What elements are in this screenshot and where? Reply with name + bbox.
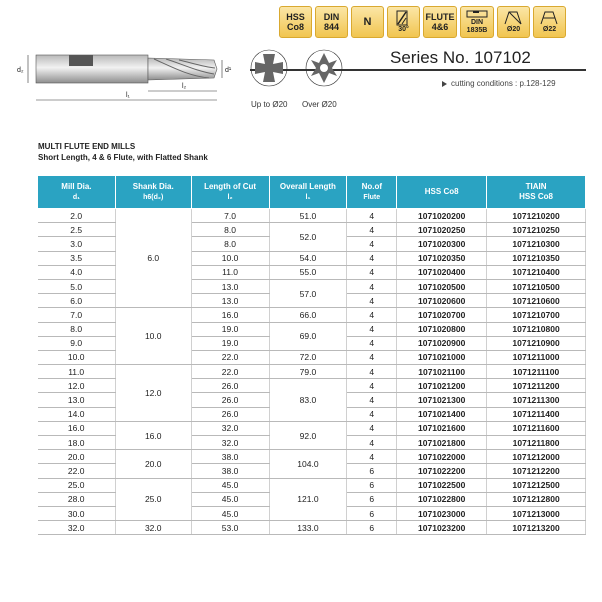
flute-count-cell: 4 xyxy=(347,421,397,435)
shank-dia-cell: 12.0 xyxy=(115,365,191,422)
header-label: Overall Length xyxy=(279,181,336,191)
tiain-code-cell: 1071211300 xyxy=(487,393,586,407)
length-of-cut-cell: 7.0 xyxy=(191,209,269,223)
length-of-cut-cell: 45.0 xyxy=(191,506,269,520)
hss-co8-code-cell: 1071021100 xyxy=(397,365,487,379)
d2-label: d₂ xyxy=(17,67,24,74)
shank-dia-cell: 6.0 xyxy=(115,209,191,308)
mill-dia-cell: 7.0 xyxy=(38,308,116,322)
flute-count-cell: 4 xyxy=(347,407,397,421)
tiain-code-cell: 1071211400 xyxy=(487,407,586,421)
flute-count-cell: 6 xyxy=(347,506,397,520)
hss-co8-code-cell: 1071020400 xyxy=(397,265,487,279)
spec-badges xyxy=(279,6,566,38)
flute-count-cell: 4 xyxy=(347,365,397,379)
end-cut-icon xyxy=(539,10,561,26)
shank-dia-cell: 25.0 xyxy=(115,478,191,521)
overall-length-cell: 92.0 xyxy=(269,421,347,449)
overall-length-cell: 54.0 xyxy=(269,251,347,265)
shank-dia-cell: 20.0 xyxy=(115,450,191,478)
flute-count-cell: 6 xyxy=(347,478,397,492)
header-sub: l₁ xyxy=(305,193,311,201)
table-row xyxy=(38,478,586,492)
table-row xyxy=(38,308,586,322)
product-table xyxy=(37,175,586,535)
hss-co8-code-cell: 1071021200 xyxy=(397,379,487,393)
length-of-cut-cell: 26.0 xyxy=(191,407,269,421)
hss-co8-code-cell: 1071021300 xyxy=(397,393,487,407)
overall-length-cell: 104.0 xyxy=(269,450,347,478)
overall-length-cell: 52.0 xyxy=(269,223,347,251)
mill-dia-cell: 9.0 xyxy=(38,336,116,350)
product-title xyxy=(38,141,208,163)
col-no-of-flute xyxy=(347,176,397,209)
end-mill-drawing xyxy=(14,38,364,108)
flute-count-cell: 4 xyxy=(347,350,397,364)
col-length-of-cut xyxy=(191,176,269,209)
length-of-cut-cell: 19.0 xyxy=(191,336,269,350)
header-sub: l₂ xyxy=(227,193,233,201)
length-of-cut-cell: 8.0 xyxy=(191,237,269,251)
din-1835b-badge xyxy=(460,6,494,38)
tiain-code-cell: 1071211800 xyxy=(487,436,586,450)
length-of-cut-cell: 26.0 xyxy=(191,379,269,393)
hss-co8-code-cell: 1071023200 xyxy=(397,521,487,535)
length-of-cut-cell: 16.0 xyxy=(191,308,269,322)
col-tiain xyxy=(487,176,586,209)
type-n-badge xyxy=(351,6,384,38)
overall-length-cell: 79.0 xyxy=(269,365,347,379)
flute-count-cell: 4 xyxy=(347,279,397,293)
badge-text: N xyxy=(363,16,372,28)
overall-length-cell: 69.0 xyxy=(269,322,347,350)
tiain-code-cell: 1071211000 xyxy=(487,350,586,364)
length-of-cut-cell: 11.0 xyxy=(191,265,269,279)
hss-co8-code-cell: 1071020900 xyxy=(397,336,487,350)
tiain-code-cell: 1071212800 xyxy=(487,492,586,506)
length-of-cut-cell: 45.0 xyxy=(191,478,269,492)
shank-dia-cell: 32.0 xyxy=(115,521,191,535)
flute-count-cell: 4 xyxy=(347,379,397,393)
arrow-icon xyxy=(442,81,447,87)
tiain-code-cell: 1071211100 xyxy=(487,365,586,379)
cross-section-6-flute xyxy=(306,50,342,86)
overall-length-cell: 57.0 xyxy=(269,279,347,307)
length-of-cut-cell: 53.0 xyxy=(191,521,269,535)
hss-co8-code-cell: 1071021400 xyxy=(397,407,487,421)
header-sub: Flute xyxy=(363,193,381,201)
mill-dia-cell: 13.0 xyxy=(38,393,116,407)
flute-count-cell: 4 xyxy=(347,294,397,308)
title-line-1: MULTI FLUTE END MILLS xyxy=(38,142,136,151)
length-of-cut-cell: 45.0 xyxy=(191,492,269,506)
mill-dia-cell: 11.0 xyxy=(38,365,116,379)
hss-co8-code-cell: 1071020250 xyxy=(397,223,487,237)
mill-dia-cell: 3.0 xyxy=(38,237,116,251)
tiain-code-cell: 1071213000 xyxy=(487,506,586,520)
hss-co8-code-cell: 1071021000 xyxy=(397,350,487,364)
hss-co8-code-cell: 1071020350 xyxy=(397,251,487,265)
header-sub: d₁ xyxy=(72,193,80,201)
header-label: Length of Cut xyxy=(204,181,257,191)
series-number: Series No. 107102 xyxy=(390,48,531,67)
badge-text: HSS xyxy=(286,12,305,22)
table-row xyxy=(38,450,586,464)
flute-count-cell: 4 xyxy=(347,223,397,237)
tiain-code-cell: 1071212200 xyxy=(487,464,586,478)
header-label: Mill Dia. xyxy=(61,181,92,191)
mill-dia-cell: 32.0 xyxy=(38,521,116,535)
hss-co8-code-cell: 1071021800 xyxy=(397,436,487,450)
flute-count-cell: 4 xyxy=(347,237,397,251)
tiain-code-cell: 1071210600 xyxy=(487,294,586,308)
hss-co8-code-cell: 1071022200 xyxy=(397,464,487,478)
table-header-row xyxy=(38,176,586,209)
flute-count-cell: 4 xyxy=(347,209,397,223)
mill-dia-cell: 3.5 xyxy=(38,251,116,265)
up-to-caption: Up to Ø20 xyxy=(251,100,288,109)
tiain-code-cell: 1071210700 xyxy=(487,308,586,322)
tiain-code-cell: 1071211600 xyxy=(487,421,586,435)
hss-co8-code-cell: 1071022500 xyxy=(397,478,487,492)
length-of-cut-cell: 10.0 xyxy=(191,251,269,265)
hss-co8-code-cell: 1071020200 xyxy=(397,209,487,223)
flute-count-cell: 6 xyxy=(347,521,397,535)
flute-count-cell: 4 xyxy=(347,336,397,350)
l1-label: l₁ xyxy=(126,92,130,99)
mill-dia-cell: 25.0 xyxy=(38,478,116,492)
title-line-2: Short Length, 4 & 6 Flute, with Flatted Shank xyxy=(38,153,208,162)
header-sub: h6(d₂) xyxy=(143,193,164,201)
tiain-code-cell: 1071210250 xyxy=(487,223,586,237)
badge-text: 844 xyxy=(323,22,340,32)
tiain-code-cell: 1071210350 xyxy=(487,251,586,265)
flute-count-cell: 4 xyxy=(347,450,397,464)
tiain-code-cell: 1071210900 xyxy=(487,336,586,350)
badge-text: DIN xyxy=(323,12,340,22)
hss-co8-code-cell: 1071020600 xyxy=(397,294,487,308)
din-844-badge xyxy=(315,6,348,38)
badge-text: DIN xyxy=(470,19,484,26)
shank-icon xyxy=(465,9,489,19)
badge-text: 4&6 xyxy=(431,22,449,32)
flute-count-cell: 4 xyxy=(347,436,397,450)
length-of-cut-cell: 38.0 xyxy=(191,464,269,478)
tiain-code-cell: 1071211200 xyxy=(487,379,586,393)
length-of-cut-cell: 13.0 xyxy=(191,279,269,293)
mill-dia-cell: 8.0 xyxy=(38,322,116,336)
helix-icon xyxy=(393,10,415,26)
badge-text: 30° xyxy=(398,26,409,33)
header-label: Shank Dia. xyxy=(132,181,174,191)
badge-text: FLUTE xyxy=(425,12,455,22)
length-of-cut-cell: 22.0 xyxy=(191,365,269,379)
tiain-code-cell: 1071212500 xyxy=(487,478,586,492)
shank-dia-cell: 16.0 xyxy=(115,421,191,449)
helix-angle-badge xyxy=(387,6,420,38)
tiain-code-cell: 1071210500 xyxy=(487,279,586,293)
table-row xyxy=(38,521,586,535)
table-row xyxy=(38,209,586,223)
length-of-cut-cell: 32.0 xyxy=(191,421,269,435)
hss-co8-code-cell: 1071022000 xyxy=(397,450,487,464)
flute-count-cell: 4 xyxy=(347,251,397,265)
mill-dia-cell: 28.0 xyxy=(38,492,116,506)
flute-count-cell: 4 xyxy=(347,265,397,279)
hss-co8-code-cell: 1071020700 xyxy=(397,308,487,322)
over-22-badge xyxy=(533,6,566,38)
shank-dia-cell: 10.0 xyxy=(115,308,191,365)
tiain-code-cell: 1071210400 xyxy=(487,265,586,279)
d1-label: d¹ xyxy=(225,67,232,74)
flute-count-cell: 4 xyxy=(347,393,397,407)
overall-length-cell: 121.0 xyxy=(269,478,347,521)
overall-length-cell: 72.0 xyxy=(269,350,347,364)
tiain-code-cell: 1071210200 xyxy=(487,209,586,223)
mill-dia-cell: 6.0 xyxy=(38,294,116,308)
hss-co8-code-cell: 1071020500 xyxy=(397,279,487,293)
hss-co8-code-cell: 1071020800 xyxy=(397,322,487,336)
length-of-cut-cell: 26.0 xyxy=(191,393,269,407)
cutting-conditions-link[interactable] xyxy=(442,79,556,88)
mill-dia-cell: 5.0 xyxy=(38,279,116,293)
overall-length-cell: 55.0 xyxy=(269,265,347,279)
end-cut-icon xyxy=(503,10,525,26)
mill-dia-cell: 10.0 xyxy=(38,350,116,364)
mill-dia-cell: 20.0 xyxy=(38,450,116,464)
header-label: No.of xyxy=(361,181,383,191)
flute-count-cell: 4 xyxy=(347,322,397,336)
hss-co8-code-cell: 1071022800 xyxy=(397,492,487,506)
header-sub: HSS Co8 xyxy=(519,192,553,201)
col-overall-length xyxy=(269,176,347,209)
mill-dia-cell: 22.0 xyxy=(38,464,116,478)
mill-dia-cell: 2.5 xyxy=(38,223,116,237)
header-label: HSS Co8 xyxy=(424,187,459,196)
hss-co8-code-cell: 1071020300 xyxy=(397,237,487,251)
mill-dia-cell: 4.0 xyxy=(38,265,116,279)
tiain-code-cell: 1071210800 xyxy=(487,322,586,336)
tiain-code-cell: 1071213200 xyxy=(487,521,586,535)
length-of-cut-cell: 13.0 xyxy=(191,294,269,308)
badge-text: Co8 xyxy=(286,22,304,32)
badge-text: Ø20 xyxy=(506,26,521,33)
table-row xyxy=(38,365,586,379)
length-of-cut-cell: 22.0 xyxy=(191,350,269,364)
cross-section-4-flute xyxy=(251,50,287,86)
hss-co8-badge xyxy=(279,6,312,38)
length-of-cut-cell: 32.0 xyxy=(191,436,269,450)
overall-length-cell: 133.0 xyxy=(269,521,347,535)
hss-co8-code-cell: 1071021600 xyxy=(397,421,487,435)
length-of-cut-cell: 8.0 xyxy=(191,223,269,237)
length-of-cut-cell: 19.0 xyxy=(191,322,269,336)
tiain-code-cell: 1071210300 xyxy=(487,237,586,251)
mill-dia-cell: 2.0 xyxy=(38,209,116,223)
table-body xyxy=(38,209,586,535)
col-shank-dia xyxy=(115,176,191,209)
overall-length-cell: 83.0 xyxy=(269,379,347,422)
overall-length-cell: 51.0 xyxy=(269,209,347,223)
l2-label: l₂ xyxy=(182,83,187,90)
mill-dia-cell: 30.0 xyxy=(38,506,116,520)
badge-text: 1835B xyxy=(466,27,488,34)
table-row xyxy=(38,421,586,435)
overall-length-cell: 66.0 xyxy=(269,308,347,322)
flute-count-cell: 6 xyxy=(347,492,397,506)
hss-co8-code-cell: 1071023000 xyxy=(397,506,487,520)
conditions-text: cutting conditions : p.128-129 xyxy=(451,79,556,88)
header-label: TIAIN xyxy=(525,182,547,191)
badge-text: Ø22 xyxy=(542,26,557,33)
mill-dia-cell: 16.0 xyxy=(38,421,116,435)
flute-count-cell: 4 xyxy=(347,308,397,322)
up-to-20-badge xyxy=(497,6,530,38)
mill-dia-cell: 14.0 xyxy=(38,407,116,421)
tiain-code-cell: 1071212000 xyxy=(487,450,586,464)
col-hss-co8 xyxy=(397,176,487,209)
col-mill-dia xyxy=(38,176,116,209)
mill-dia-cell: 12.0 xyxy=(38,379,116,393)
mill-dia-cell: 18.0 xyxy=(38,436,116,450)
flute-count-cell: 6 xyxy=(347,464,397,478)
flute-badge xyxy=(423,6,457,38)
over-caption: Over Ø20 xyxy=(302,100,337,109)
length-of-cut-cell: 38.0 xyxy=(191,450,269,464)
